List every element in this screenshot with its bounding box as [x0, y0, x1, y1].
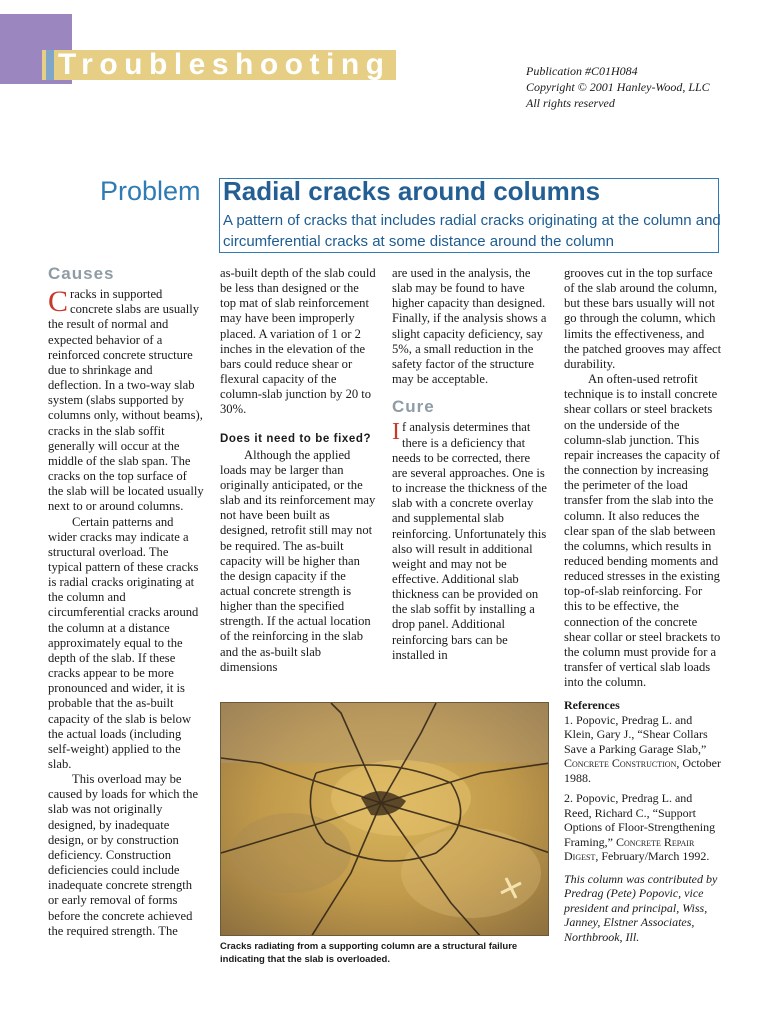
photo-illustration [221, 703, 549, 936]
need-paragraph-1: Although the applied loads may be larger than originally anticipated, or the slab and its reinforcement may not have been built as designed, retrofit still may not be required. The as-built capacity will be higher than the design capacity if the actual concrete strength is higher than the specified strength. If the actual location of the reinforcing in the slab and the as-built slab dimensions [220, 447, 376, 674]
contributor-note: This column was contributed by Predrag (Pete) Popovic, vice president and principal, Wiss, Janney, Elstner Associates, Northbrook, Ill. [564, 871, 718, 944]
reference-2-date: , February/March 1992. [595, 849, 710, 864]
column-4 [564, 266, 722, 944]
cure-paragraph-2: grooves cut in the top surface of the slab around the column, but these bars usually will not go through the column, which limits the effectiveness, and the patched grooves may affect durability. [564, 266, 722, 371]
reference-2 [564, 791, 722, 864]
causes-paragraph-3: This overload may be caused by loads for which the slab was not originally designed, by inadequate design, or by construction deficiency. Construction deficiencies could include inadequate concrete strength or early removal of forms before the concrete achieved the required strength. The [48, 772, 199, 938]
column-2 [220, 266, 376, 675]
reference-2-publication: Concrete Repair Digest [564, 834, 695, 864]
references [564, 698, 722, 944]
reference-1-date: , October 1988. [564, 756, 721, 785]
causes-paragraph-4: as-built depth of the slab could be less than designed or the top mat of slab reinforcement may have been improperly placed. A variation of 1 or 2 inches in the elevation of the bars could reduce shear or flexural capacity of the column-slab junction by 20 to 30%. [220, 266, 376, 417]
cure-paragraph-3: An often-used retrofit technique is to install concrete shear collars or steel brackets on the underside of the column-slab junction. This repair increases the capacity of the connection by increasing the perimeter of the load transfer from the slab into the column. It also reduces the clear span of the slab between the columns, which results in reduced bending moments and reduced stresses in the existing top-of-slab reinforcing. For this to be effective, the connection of the concrete shear collar or steel brackets to the column must provide for a transfer of vertical slab loads into the column. [564, 372, 721, 690]
reference-2-text: 2. Popovic, Predrag L. and Reed, Richard C., “Support Options of Floor-Strengthening Framing,” [564, 791, 716, 849]
cracked-slab-photo [220, 702, 549, 936]
reference-1-publication: Concrete Construction [564, 756, 677, 771]
cure-heading: Cure [392, 397, 435, 417]
drop-cap: C [48, 285, 69, 319]
causes-heading: Causes [48, 264, 115, 283]
causes-text-1: racks in supported concrete slabs are usually the result of normal and expected behavior of a reinforced concrete structure due to shrinkage and deflection. In a two-way slab system (slabs supported by columns only, without beams), cracks in the slab soffit generally will occur at the middle of the slab span. The cracks on the top surface of the slab will be located usually next to or around columns. [48, 287, 204, 514]
section-title: Troubleshooting [58, 48, 391, 81]
publication-info [526, 63, 756, 111]
cure-paragraph-1 [392, 420, 548, 663]
banner-accent [46, 50, 54, 80]
section-banner [42, 50, 396, 80]
rights-line: All rights reserved [526, 96, 615, 110]
causes-paragraph-1 [48, 287, 204, 514]
reference-1 [564, 713, 722, 786]
need-heading: Does it need to be fixed? [220, 432, 372, 445]
causes-paragraph-2: Certain patterns and wider cracks may indicate a structural overload. The typical pattern of these cracks is radial cracks originating at the column and circumferential cracks around the column at a distance approximately equal to the depth of the slab. If these cracks appear to be more pronounced and wider, it is probable that the as-built capacity of the slab is below the actual loads (including self-weight) applied to the slab. [48, 514, 199, 771]
photo-caption: Cracks radiating from a supporting column are a structural failure indicating that the slab is overloaded. [220, 941, 518, 965]
column-3 [392, 266, 548, 663]
problem-label: Problem [100, 176, 201, 206]
reference-1-text: 1. Popovic, Predrag L. and Klein, Gary J., “Shear Collars Save a Parking Garage Slab,” [564, 712, 708, 756]
need-paragraph-2: are used in the analysis, the slab may be found to have higher capacity than designed. Finally, if the analysis shows a slight capacity deficiency, say 5%, a small reduction in the safety factor of the structure may be acceptable. [392, 266, 547, 387]
column-1 [48, 266, 204, 939]
problem-title: Radial cracks around columns [223, 176, 601, 206]
publication-number: Publication #C01H084 [526, 64, 638, 78]
cure-text-1: f analysis determines that there is a deficiency that needs to be corrected, there are several approaches. One is to increase the thickness of the slab with a concrete overlay and supplemental slab reinforcing. Unfortunately this also will result in additional weight and may not be effective. Additional slab thickness can be provided on the slab soffit by installing a drop panel. Additional reinforcing bars can be installed in [392, 420, 547, 662]
drop-cap: I [392, 419, 400, 446]
problem-subtitle: A pattern of cracks that includes radial cracks originating at the column and circumferential cracks at some distance around the column [223, 212, 721, 250]
references-title: References [564, 698, 620, 713]
copyright-line: Copyright © 2001 Hanley-Wood, LLC [526, 80, 710, 94]
